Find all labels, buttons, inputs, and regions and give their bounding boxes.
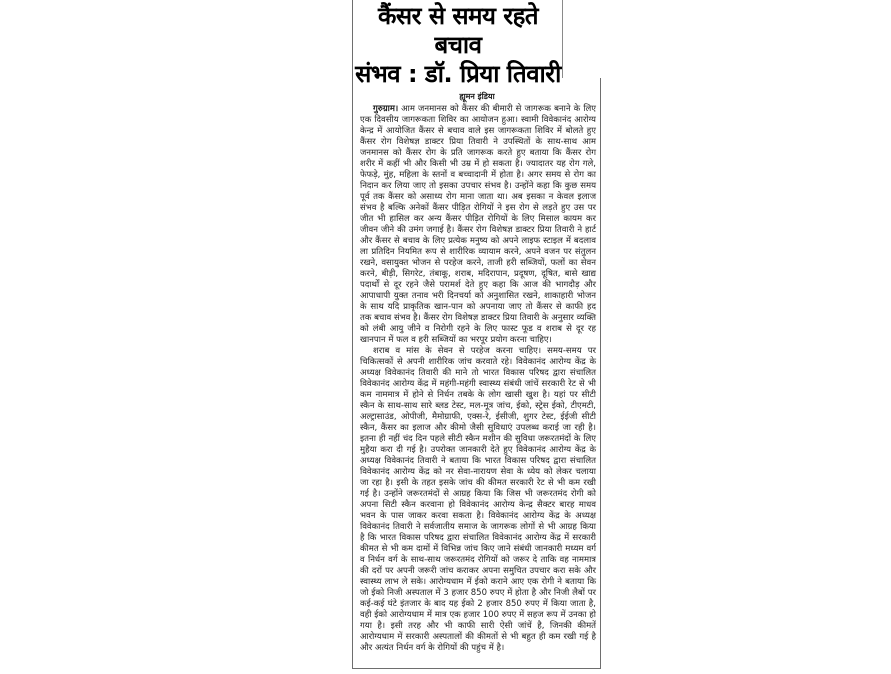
- headline-line-2: संभव : डॉ. प्रिया तिवारी: [355, 60, 561, 88]
- newspaper-clipping: [352, 0, 601, 669]
- article-paragraph-1: [360, 104, 596, 346]
- article-body: [360, 104, 596, 654]
- article-paragraph-2: [360, 346, 596, 654]
- headline-line-1: कैंसर से समय रहते बचाव: [378, 2, 538, 59]
- article-headline: [353, 0, 563, 89]
- dateline: गुरुग्राम।: [373, 104, 399, 114]
- clipping-right-border-top: [562, 0, 563, 78]
- article-byline: ह्यूमन इंडिया: [459, 92, 495, 101]
- paragraph-1-text: आम जनमानस को कैंसर की बीमारी से जागरूक बनाने के लिए एक दिवसीय जागरूकता शिविर का आयोजन हुआ। स्वामी विवेकानंद आरोग्य केन्द्र में आयोजित कैंसर से बचाव वाले इस जागरूकता शिविर में बोलते हुए कैंसर रोग विशेषज्ञ डाक्टर प्रिया तिवारी ने उपस्थितों के साथ-साथ आम जनमानस को कैंसर रोग के प्रति जागरूक करते हुए बताया कि कैंसर रोग शरीर में कहीं भी और किसी भी उम्र में हो सकता है। ज्यादातर यह रोग गले, फेफड़े, मुंह, महिला के स्तनों व बच्चादानी में होता है। अगर समय से रोग का निदान कर लिया जाए तो इसका उपचार संभव है। उन्होंने कहा कि कुछ समय पूर्व तक कैंसर को असाध्य रोग माना जाता था। अब इसका न केवल इलाज संभव है बल्कि अनेकों कैंसर पीड़ित रोगियों ने इस रोग से लड़ते हुए उस पर जीत भी हासिल कर अन्य कैंसर पीड़ित रोगियों के लिए मिसाल कायम कर जीवन जीने की उमंग जगाई है। कैंसर रोग विशेषज्ञ डाक्टर प्रिया तिवारी ने हार्ट और कैंसर से बचाव के लिए प्रत्येक मनुष्य को अपने लाइफ स्टाइल में बदलाव ला प्रतिदिन नियमित रूप से शारीरिक व्यायाम करने, अपने वजन पर संतुलन रखने, वसायुक्त भोजन से परहेज करने, ताजी हरी सब्जियों, फलों का सेवन करने, बीड़ी, सिगरेट, तंबाकू, शराब, मदिरापान, प्रदूषण, दूषित, बासे खाद्य पदार्थों से दूर रहने जैसे परामर्श देते हुए कहा कि आज की भागदौड़ और आपाधापी युक्त तनाव भरी दिनचर्या को अनुशासित रखने, शाकाहारी भोजन के साथ यदि प्राकृतिक खान-पान को अपनाया जाए तो कैंसर से काफी हद तक बचाव संभव है। कैंसर रोग विशेषज्ञ डाक्टर प्रिया तिवारी के अनुसार व्यक्ति को लंबी आयु जीने व निरोगी रहने के लिए फास्ट फूड व शराब से दूर रह खानपान में फल व हरी सब्जियों का भरपूर प्रयोग करना चाहिए।: [360, 104, 597, 345]
- paragraph-2-text: शराब व मांस के सेवन से परहेज करना चाहिए। समय-समय पर चिकित्सकों से अपनी शारीरिक जांच करवाते रहे। विवेकानंद आरोग्य केंद्र के अध्यक्ष विवेकानंद तिवारी की माने तो भारत विकास परिषद द्वारा संचालित विवेकानंद आरोग्य केंद्र में महंगी-महंगी स्वास्थ्य संबंधी जांचें सरकारी रेट से भी कम नाममात्र में होने से निर्धन तबके के लोग खासी खुश है। यहां पर सीटी स्कैन के साथ-साथ सारे ब्लड टेस्ट, मल-मूत्र जांच, ईको, स्ट्रेस ईको, टीएमटी, अल्ट्रासाउंड, ओपीजी, मैमोग्राफी, एक्स-रे, ईसीजी, शुगर टेस्ट, ईईजी सीटी स्कैन, कैंसर का इलाज और कीमो जैसी सुविधाएं उपलब्ध कराई जा रही है। इतना ही नहीं चंद दिन पहले सीटी स्कैन मशीन की सुविधा जरूरतमंदों के लिए मुहैया करा दी गई है। उपरोक्त जानकारी देते हुए विवेकानंद आरोग्य केंद्र के अध्यक्ष विवेकानंद तिवारी ने बताया कि भारत विकास परिषद द्वारा संचालित विवेकानंद आरोग्य केंद्र को नर सेवा-नारायण सेवा के ध्येय को लेकर चलाया जा रहा है। इसी के तहत इसके जांच की कीमत सरकारी रेट से भी कम रखी गई है। उन्होंने जरूरतमंदों से आग्रह किया कि जिस भी जरूरतमंद रोगी को अपना सिटी स्कैन करवाना हो विवेकानंद आरोग्य केन्द्र सैक्टर बारह माधव भवन के पास जाकर करवा सकता है। विवेकानंद आरोग्य केंद्र के अध्यक्ष विवेकानंद तिवारी ने सर्वजातीय समाज के जागरूक लोगों से भी आग्रह किया है कि भारत विकास परिषद द्वारा संचालित विवेकानंद आरोग्य केंद्र में सरकारी कीमत से भी कम दामों में विभिन्न जांच किए जाने संबंधी जानकारी मध्यम वर्ग व निर्धन वर्ग के साथ-साथ जरूरतमंद रोगियों को जरूर दे ताकि वह नाममात्र की दरों पर अपनी जरूरी जांच कराकर अपना समुचित उपचार करा सके और स्वास्थ्य लाभ ले सके। आरोग्यधाम में ईको कराने आए एक रोगी ने बताया कि जो ईको निजी अस्पताल में 3 हजार 850 रुपए में होता है और निजी लैबों पर कई-कई घंटे इंतजार के बाद यह ईको 2 हजार 850 रुपए में किया जाता है, वही ईको आरोग्यधाम में मात्र एक हजार 100 रुपए में सहज रूप में उनका हो गया है। इसी तरह और भी काफी सारी ऐसी जांचें है, जिनकी कीमतें आरोग्यधाम में सरकारी अस्पतालों की कीमतों से भी बहुत ही कम रखी गई है और अत्यंत निर्धन वर्ग के रोगियों की पहुंच में है।: [360, 346, 596, 653]
- clipping-right-border-bottom: [600, 78, 601, 668]
